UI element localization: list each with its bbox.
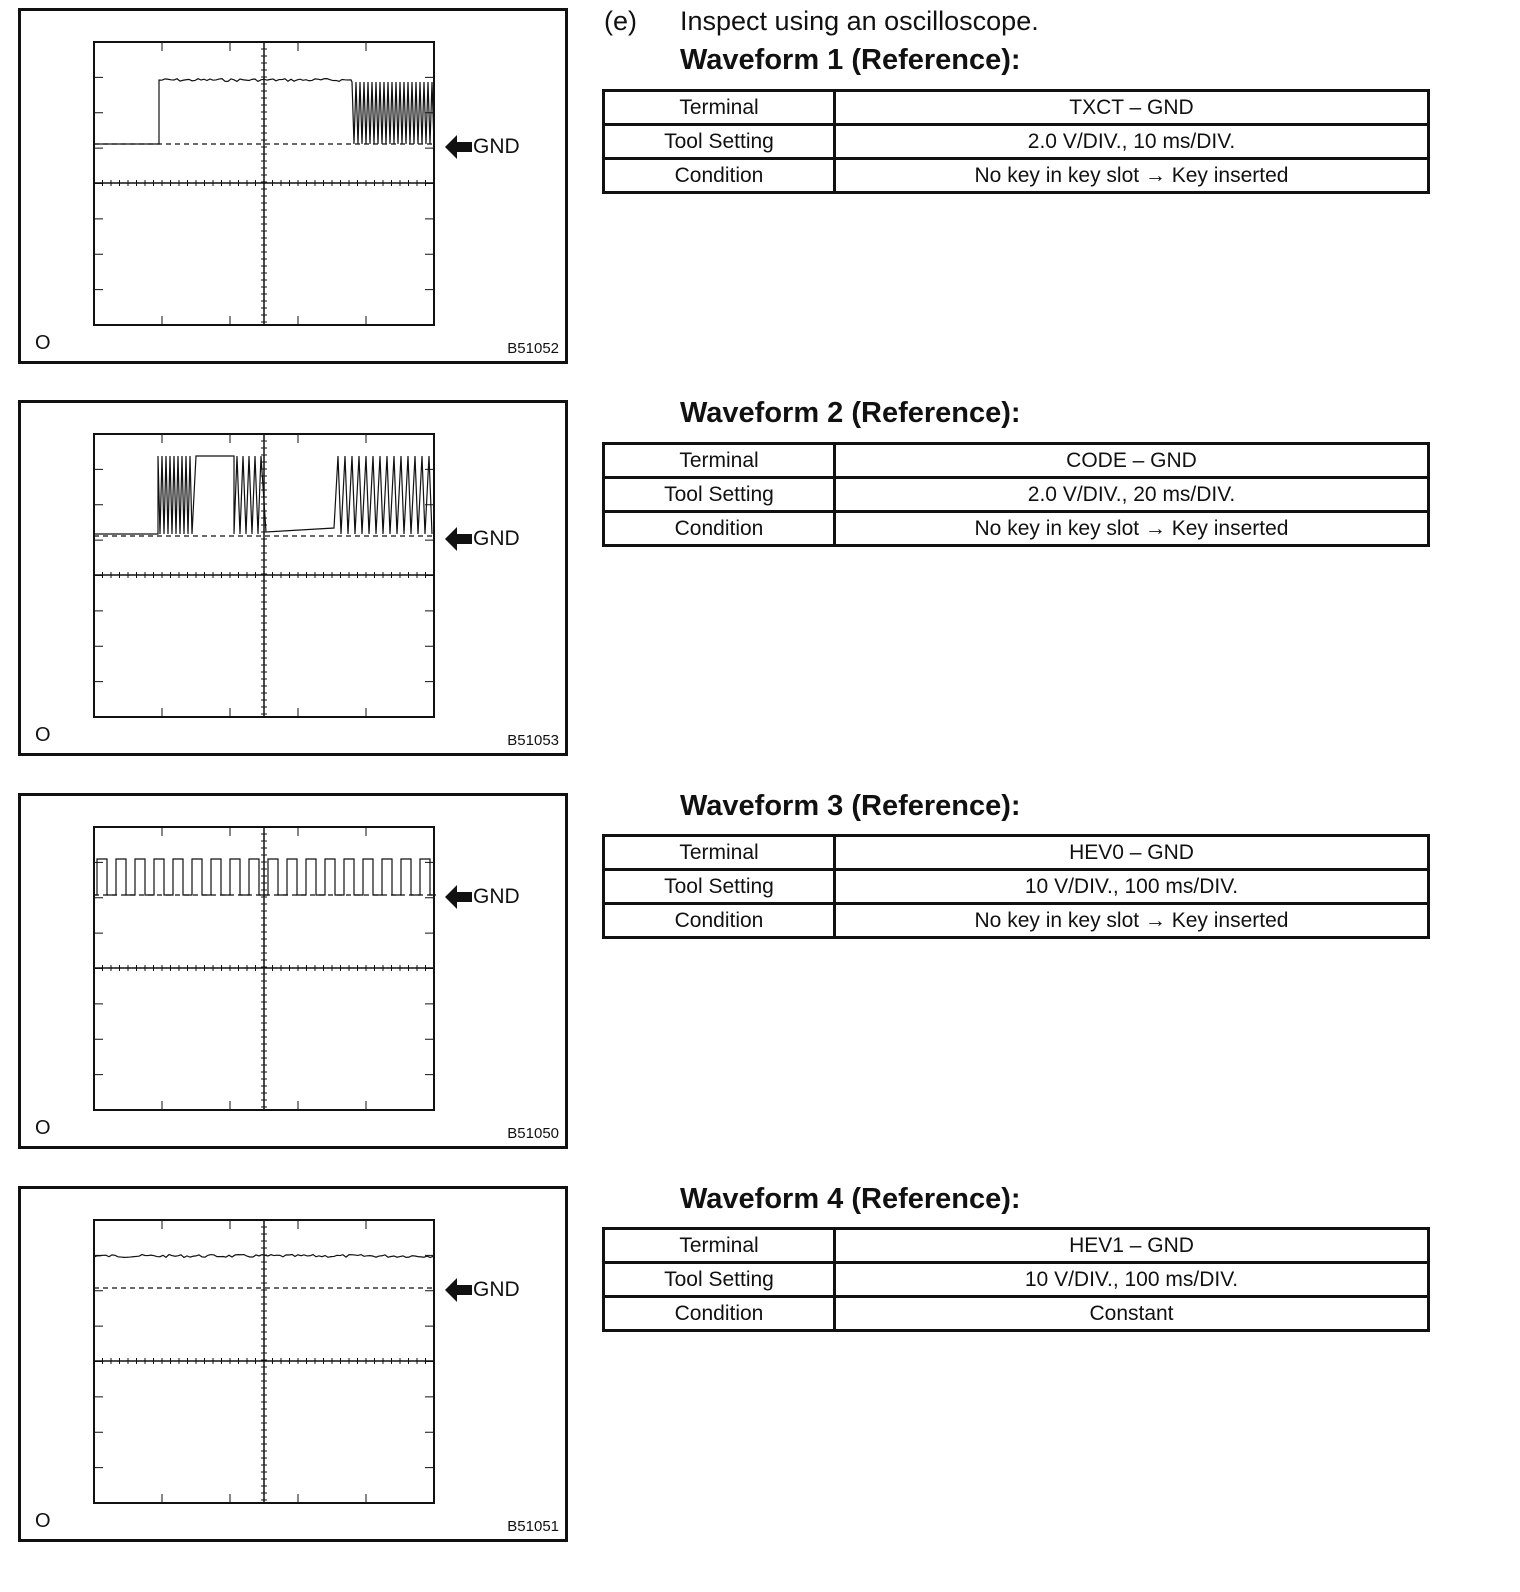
tool-setting-value: 10 V/DIV., 100 ms/DIV. [835, 1263, 1429, 1297]
condition-value: No key in key slot → Key inserted [835, 159, 1429, 193]
spec-table-2 [602, 442, 1430, 547]
condition-value: No key in key slot → Key inserted [835, 904, 1429, 938]
tool-setting-value: 10 V/DIV., 100 ms/DIV. [835, 870, 1429, 904]
row-label-terminal: Terminal [604, 444, 835, 478]
scope-figure-2 [18, 400, 568, 756]
oscilloscope-screen [21, 1189, 571, 1545]
terminal-value: HEV1 – GND [835, 1229, 1429, 1263]
figure-zero-label: O [35, 332, 51, 354]
figure-code: B51050 [507, 1125, 559, 1142]
row-label-terminal: Terminal [604, 1229, 835, 1263]
table-row [604, 904, 1429, 938]
waveform-heading: Waveform 4 (Reference): [680, 1183, 1021, 1215]
tool-setting-value: 2.0 V/DIV., 20 ms/DIV. [835, 478, 1429, 512]
oscilloscope-screen [21, 403, 571, 759]
table-row [604, 1229, 1429, 1263]
row-label-condition: Condition [604, 512, 835, 546]
gnd-label: GND [473, 1278, 520, 1301]
gnd-label: GND [473, 527, 520, 550]
table-row [604, 125, 1429, 159]
scope-figure-4 [18, 1186, 568, 1542]
figure-zero-label: O [35, 1117, 51, 1139]
gnd-label: GND [473, 885, 520, 908]
row-label-tool-setting: Tool Setting [604, 1263, 835, 1297]
table-row [604, 91, 1429, 125]
oscilloscope-screen [21, 796, 571, 1152]
table-row [604, 159, 1429, 193]
waveform-heading: Waveform 1 (Reference): [680, 44, 1021, 76]
table-row [604, 870, 1429, 904]
table-row [604, 836, 1429, 870]
spec-table-4 [602, 1227, 1430, 1332]
row-label-terminal: Terminal [604, 836, 835, 870]
oscilloscope-screen [21, 11, 571, 367]
row-label-condition: Condition [604, 904, 835, 938]
figure-zero-label: O [35, 724, 51, 746]
figure-code: B51051 [507, 1518, 559, 1535]
condition-value: Constant [835, 1297, 1429, 1331]
gnd-label: GND [473, 135, 520, 158]
step-letter: (e) [604, 6, 637, 36]
step-intro: Inspect using an oscilloscope. [680, 6, 1039, 36]
table-row [604, 478, 1429, 512]
condition-value: No key in key slot → Key inserted [835, 512, 1429, 546]
table-row [604, 444, 1429, 478]
scope-figure-1 [18, 8, 568, 364]
terminal-value: CODE – GND [835, 444, 1429, 478]
figure-code: B51052 [507, 340, 559, 357]
waveform-heading: Waveform 3 (Reference): [680, 790, 1021, 822]
scope-figure-3 [18, 793, 568, 1149]
waveform-heading: Waveform 2 (Reference): [680, 397, 1021, 429]
figure-zero-label: O [35, 1510, 51, 1532]
terminal-value: TXCT – GND [835, 91, 1429, 125]
table-row [604, 1297, 1429, 1331]
row-label-condition: Condition [604, 159, 835, 193]
row-label-tool-setting: Tool Setting [604, 870, 835, 904]
row-label-tool-setting: Tool Setting [604, 478, 835, 512]
row-label-tool-setting: Tool Setting [604, 125, 835, 159]
spec-table-3 [602, 834, 1430, 939]
row-label-terminal: Terminal [604, 91, 835, 125]
spec-table-1 [602, 89, 1430, 194]
table-row [604, 512, 1429, 546]
row-label-condition: Condition [604, 1297, 835, 1331]
waveform-trace [94, 456, 432, 534]
tool-setting-value: 2.0 V/DIV., 10 ms/DIV. [835, 125, 1429, 159]
table-row [604, 1263, 1429, 1297]
figure-code: B51053 [507, 732, 559, 749]
terminal-value: HEV0 – GND [835, 836, 1429, 870]
